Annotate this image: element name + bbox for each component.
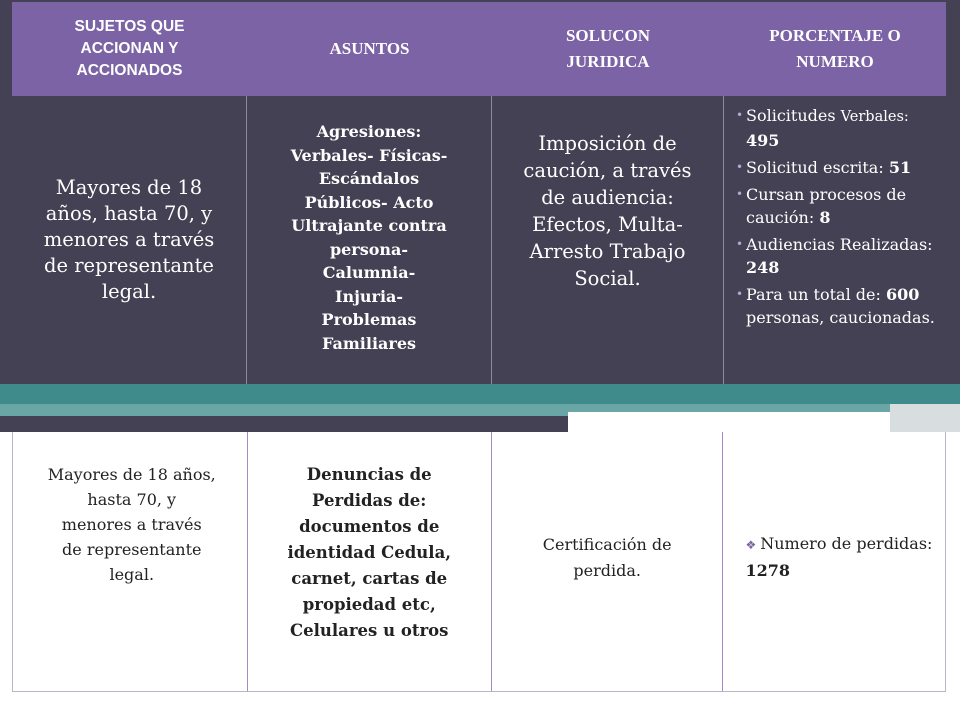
teal-stripe — [0, 384, 960, 404]
text-line: Agresiones: — [316, 122, 422, 141]
stat-value: 495 — [746, 131, 780, 150]
header-solucion-line: JURIDICA — [566, 52, 650, 71]
text-line: años, hasta 70, y — [45, 202, 213, 225]
text-line: de representante — [62, 540, 202, 559]
stat-value: 1278 — [745, 561, 790, 580]
cell-stats — [724, 96, 946, 384]
header-sujetos — [12, 2, 247, 96]
header-porcentaje — [724, 2, 946, 96]
text-line: Escándalos — [318, 169, 420, 188]
header-sujetos-line: ACCIONADOS — [76, 62, 183, 79]
text-line: Denuncias de — [306, 465, 432, 484]
stat-value: 8 — [819, 208, 831, 227]
text-line: menores a través — [43, 228, 215, 251]
table-row — [12, 96, 946, 384]
text-line: identidad Cedula, — [287, 543, 452, 562]
text-line: caución, a través — [523, 159, 692, 182]
stat-label: Audiencias Realizadas: — [746, 235, 933, 254]
cell-stats — [723, 432, 945, 691]
stat-value: 248 — [746, 258, 780, 277]
gray-stripe — [890, 404, 960, 432]
text-line: Problemas — [321, 310, 417, 329]
header-solucion-line: SOLUCON — [565, 26, 651, 45]
cell-solucion — [492, 432, 724, 691]
stats-list — [740, 104, 940, 329]
stat-label: Para un total de: — [746, 285, 881, 304]
stat-label: Numero de perdidas: — [760, 534, 933, 553]
text-line: Certificación de — [542, 534, 672, 554]
text-line: legal. — [101, 280, 157, 303]
header-sujetos-line: ACCIONAN Y — [80, 40, 179, 57]
header-asuntos — [247, 2, 492, 96]
header-solucion — [492, 2, 724, 96]
text-line: Arresto Trabajo — [529, 240, 686, 263]
cell-asuntos — [247, 96, 492, 384]
header-asuntos-label: ASUNTOS — [329, 39, 410, 58]
text-line: hasta 70, y — [87, 490, 177, 509]
stat-label: Cursan procesos de caución: — [746, 185, 907, 227]
text-line: de representante — [44, 254, 214, 277]
list-item — [745, 531, 937, 584]
text-line: Mayores de 18 — [55, 176, 203, 199]
stat-label: Solicitud escrita: — [746, 158, 884, 177]
list-item — [740, 183, 940, 229]
table-header — [12, 2, 946, 96]
stat-label: Solicitudes — [746, 106, 836, 125]
cell-solucion — [492, 96, 724, 384]
text-line: documentos de — [299, 517, 440, 536]
text-line: legal. — [109, 565, 155, 584]
cell-asuntos — [248, 432, 492, 691]
header-porcentaje-line: NUMERO — [796, 52, 874, 71]
text-line: Imposición de — [538, 132, 677, 155]
table-row — [12, 432, 946, 692]
stat-value: 600 — [885, 285, 920, 304]
text-line: persona- — [329, 239, 409, 259]
text-line: perdida. — [573, 560, 641, 580]
header-porcentaje-line: PORCENTAJE O — [769, 26, 901, 45]
text-line: de audiencia: — [541, 186, 674, 209]
text-line: Social. — [574, 267, 641, 290]
text-line: Celulares u otros — [290, 621, 449, 640]
stat-value: 51 — [888, 158, 912, 177]
header-sujetos-line: SUJETOS QUE — [74, 18, 185, 35]
list-item — [740, 104, 940, 152]
text-line: carnet, cartas de — [291, 569, 448, 588]
text-line: propiedad etc, — [302, 595, 436, 614]
text-line: Efectos, Multa- — [532, 213, 683, 236]
text-line: menores a través — [61, 515, 202, 534]
text-line: Familiares — [322, 333, 416, 353]
stat-label: Verbales: — [840, 109, 909, 125]
diamond-bullet-icon: ❖ — [745, 538, 757, 552]
text-line: Perdidas de: — [312, 491, 427, 510]
list-item — [740, 233, 940, 279]
text-line: Calumnia- — [322, 263, 416, 282]
stat-label: personas, caucionadas. — [746, 308, 935, 327]
cell-sujetos — [12, 96, 247, 384]
cell-sujetos — [13, 432, 248, 691]
text-line: Públicos- Acto — [304, 192, 434, 212]
text-line: Verbales- Físicas- — [290, 145, 448, 165]
text-line: Injuria- — [334, 286, 404, 306]
list-item — [740, 156, 940, 179]
list-item — [740, 283, 940, 329]
text-line: Ultrajante contra — [291, 216, 447, 235]
text-line: Mayores de 18 años, — [47, 465, 216, 484]
